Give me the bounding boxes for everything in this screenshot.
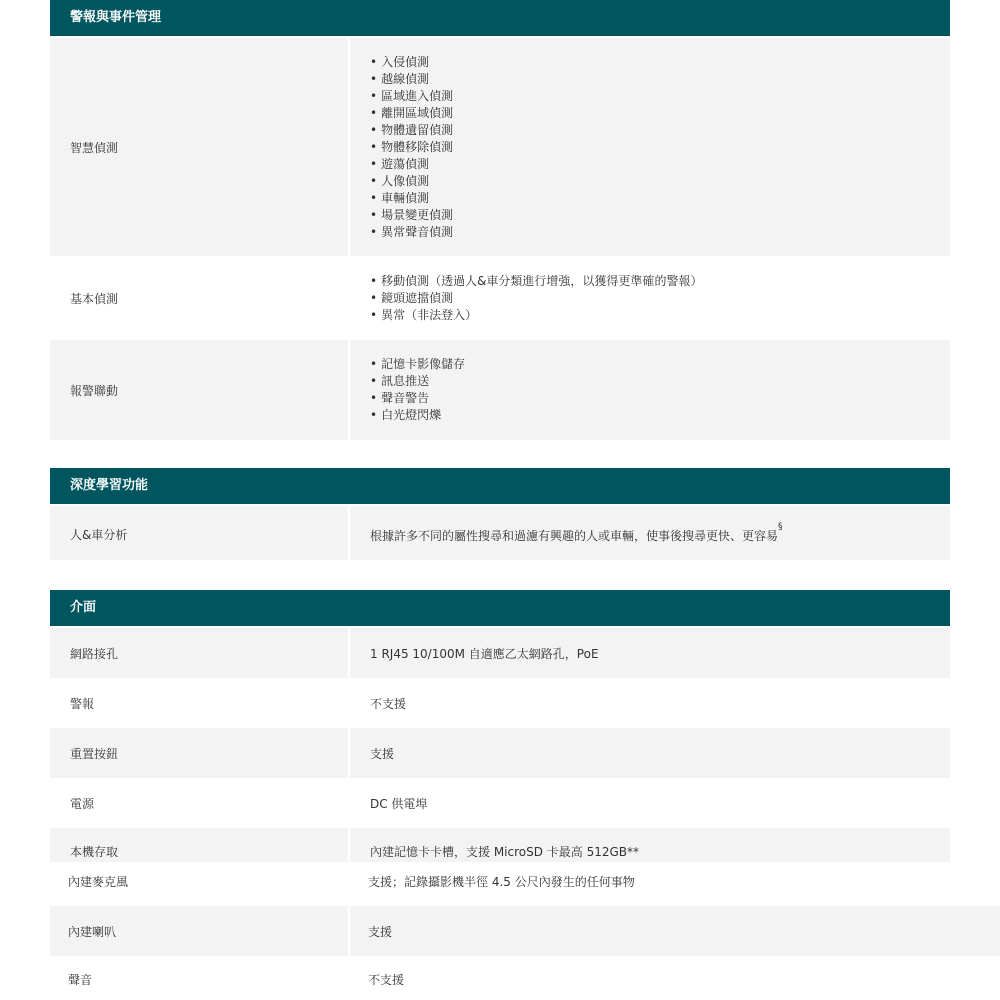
table-row <box>50 728 950 778</box>
list-item: • 異常（非法登入） <box>370 307 702 324</box>
list-item: • 物體移除偵測 <box>370 139 453 156</box>
row-label: 內建麥克風 <box>68 874 129 889</box>
list-item: • 聲音警告 <box>370 390 465 407</box>
table-row <box>50 678 950 728</box>
row-value: 1 RJ45 10/100M 自適應乙太網路孔，PoE <box>350 628 950 678</box>
table-row <box>50 828 950 862</box>
list-item: • 入侵偵測 <box>370 54 453 71</box>
section-interface <box>50 590 950 862</box>
list-item: • 移動偵測（透過人&車分類進行增強，以獲得更準確的警報） <box>370 273 702 290</box>
row-value: 不支援 <box>370 696 407 711</box>
list-item: • 場景變更偵測 <box>370 207 453 224</box>
list-item: • 物體遺留偵測 <box>370 122 453 139</box>
row-value: 內建記憶卡卡槽，支援 MicroSD 卡最高 512GB** <box>350 828 950 862</box>
row-value-text: 根據許多不同的屬性搜尋和過濾有興趣的人或車輛，使事後搜尋更快、更容易 <box>370 529 779 543</box>
section-deep-learning <box>50 468 950 560</box>
list-item: • 遊蕩偵測 <box>370 156 453 173</box>
table-row <box>50 862 1000 906</box>
list-item: • 人像偵測 <box>370 173 453 190</box>
list-item: • 鏡頭遮擋偵測 <box>370 290 702 307</box>
feature-list <box>370 356 465 424</box>
list-item: • 離開區域偵測 <box>370 105 453 122</box>
list-item: • 車輛偵測 <box>370 190 453 207</box>
row-label: 網路接孔 <box>50 628 348 678</box>
table-row <box>50 256 950 340</box>
section-alarm-event <box>50 0 950 440</box>
row-label: 智慧偵測 <box>50 38 348 256</box>
table-row <box>50 38 950 256</box>
row-value <box>350 256 950 340</box>
row-label: 基本偵測 <box>70 291 119 306</box>
row-value <box>350 340 950 440</box>
row-label: 人&車分析 <box>50 506 348 560</box>
row-value: 不支援 <box>368 973 405 987</box>
row-label: 聲音 <box>68 973 93 987</box>
list-item: • 訊息推送 <box>370 373 465 390</box>
section-title: 警報與事件管理 <box>50 0 950 36</box>
table-row <box>50 628 950 678</box>
row-label: 本機存取 <box>50 828 348 862</box>
table-row <box>50 778 950 828</box>
table-row <box>50 906 1000 956</box>
list-item: • 區域進入偵測 <box>370 88 453 105</box>
list-item: • 越線偵測 <box>370 71 453 88</box>
row-label: 重置按鈕 <box>50 728 348 778</box>
feature-list <box>370 273 702 324</box>
list-item: • 白光燈閃爍 <box>370 407 465 424</box>
row-value: 支援 <box>350 728 950 778</box>
list-item: • 記憶卡影像儲存 <box>370 356 465 373</box>
row-value <box>350 38 950 256</box>
row-value: DC 供電埠 <box>370 796 428 811</box>
row-label: 電源 <box>70 796 95 811</box>
row-value: 支援 <box>350 906 1000 956</box>
table-row <box>50 340 950 440</box>
row-value: 支援；記錄攝影機半徑 4.5 公尺內發生的任何事物 <box>368 874 635 889</box>
row-value: 根據許多不同的屬性搜尋和過濾有興趣的人或車輛，使事後搜尋更快、更容易 § <box>350 506 950 560</box>
row-label: 內建喇叭 <box>50 906 348 956</box>
list-item: • 異常聲音偵測 <box>370 224 453 241</box>
table-row <box>50 956 1000 1000</box>
row-label: 報警聯動 <box>50 340 348 440</box>
section-title: 介面 <box>50 590 950 626</box>
feature-list <box>370 54 453 241</box>
row-label: 警報 <box>70 696 95 711</box>
section-title: 深度學習功能 <box>50 468 950 504</box>
table-row <box>50 506 950 560</box>
